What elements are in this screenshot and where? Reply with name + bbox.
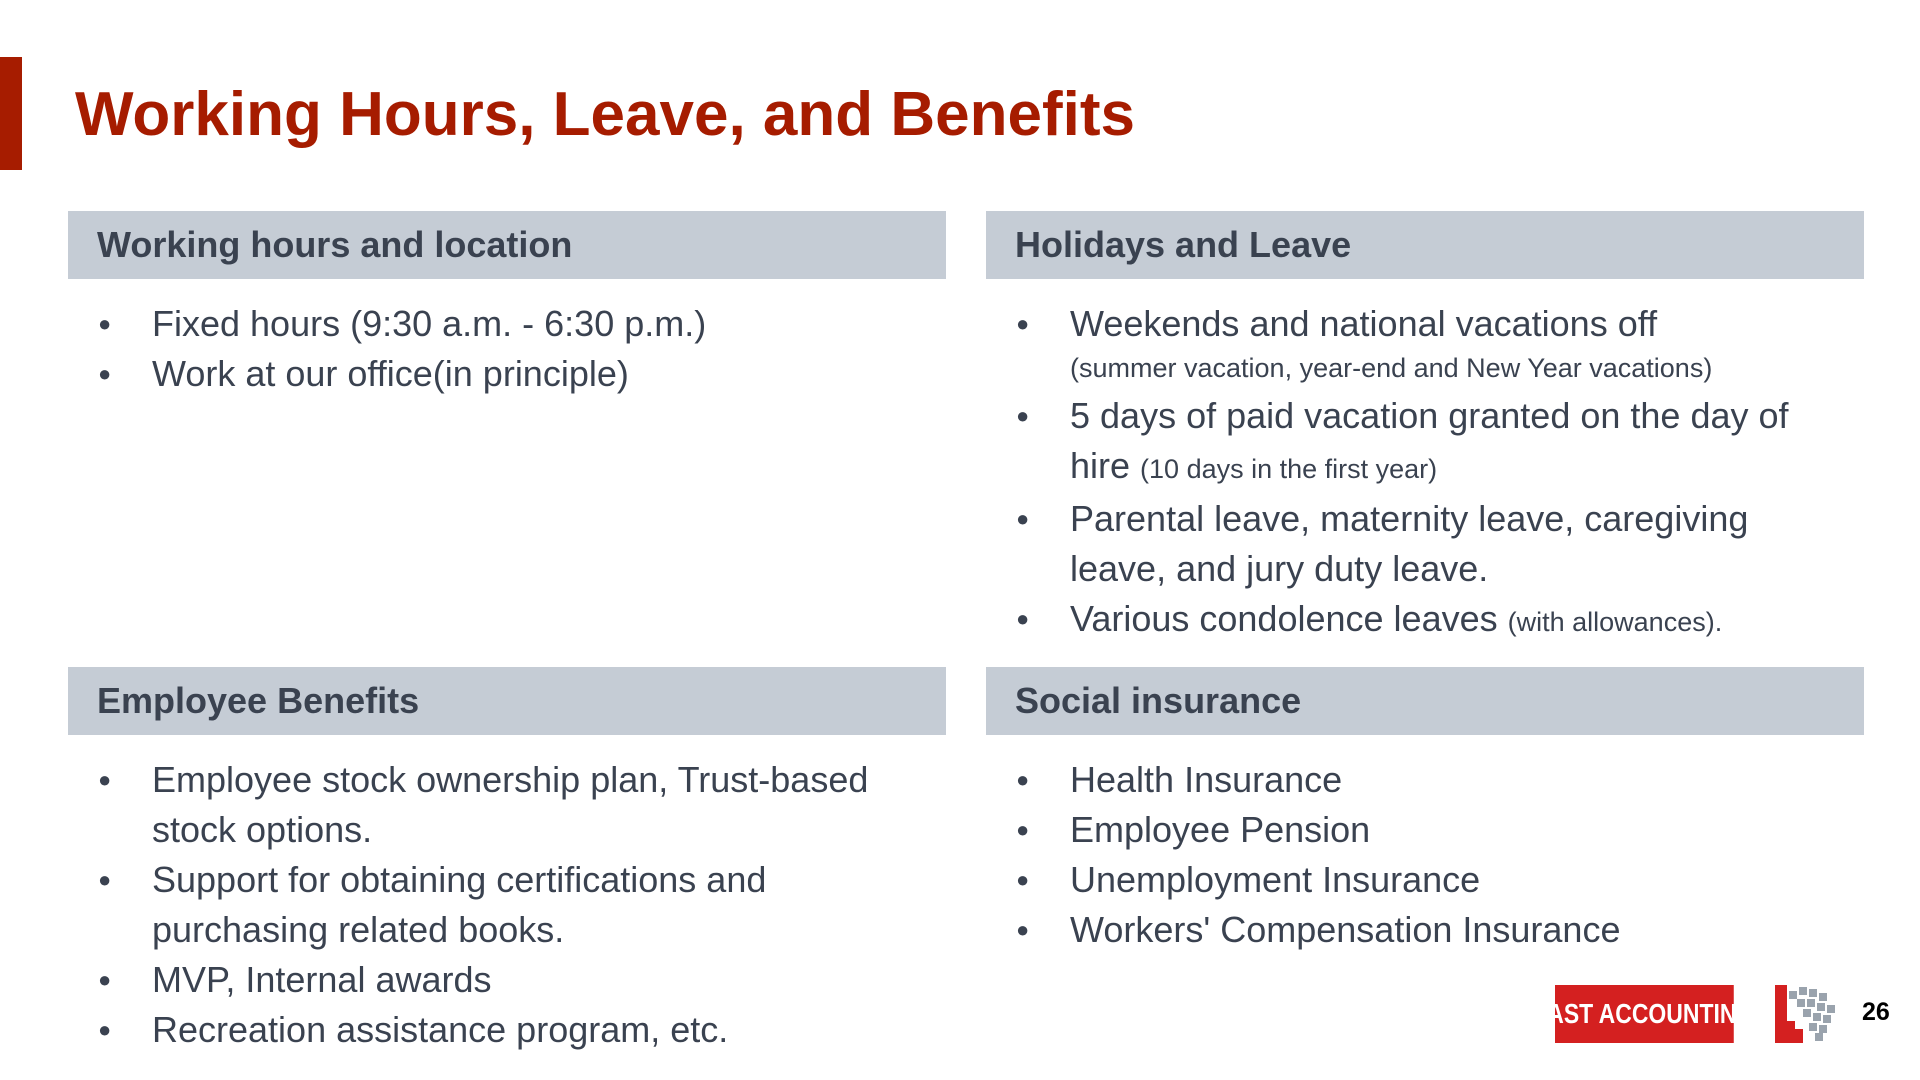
- bullet-item: ● Support for obtaining certifications and purchasing related books.: [68, 855, 946, 955]
- bullet-item: [986, 494, 1864, 594]
- bullet-list: [986, 299, 1864, 647]
- bullet-text: Parental leave, maternity leave, caregiving leave, and jury duty leave.: [1070, 498, 1749, 589]
- section-working-hours: [68, 211, 946, 399]
- bullet-text: Weekends and national vacations off: [1070, 303, 1658, 344]
- section-header: Working hours and location: [68, 211, 946, 279]
- bullet-list: [68, 299, 946, 399]
- bullet-item: ● Employee Pension: [986, 805, 1864, 855]
- section-holidays-leave: [986, 211, 1864, 647]
- section-header: Holidays and Leave: [986, 211, 1864, 279]
- section-social-insurance: [986, 667, 1864, 955]
- bullet-item: ● Employee stock ownership plan, Trust-based stock options.: [68, 755, 946, 855]
- bullet-item: ● MVP, Internal awards: [68, 955, 946, 1005]
- bullet-list: [68, 755, 946, 1055]
- company-logo: [1534, 985, 1840, 1043]
- bullet-item: [986, 594, 1864, 647]
- bullet-item: [986, 391, 1864, 494]
- bullet-item: ● Fixed hours (9:30 a.m. - 6:30 p.m.): [68, 299, 946, 349]
- bullet-item: [986, 299, 1864, 387]
- page-number: 26: [1862, 998, 1890, 1026]
- bullet-text: 5 days of paid vacation granted on the day of hire: [1070, 395, 1789, 486]
- bullet-item: ● Health Insurance: [986, 755, 1864, 805]
- title-accent-bar: [0, 57, 22, 170]
- logo-wordmark: FAST ACCOUNTING: [1555, 985, 1734, 1043]
- section-header: Social insurance: [986, 667, 1864, 735]
- section-header: Employee Benefits: [68, 667, 946, 735]
- bullet-item: ● Recreation assistance program, etc.: [68, 1005, 946, 1055]
- bullet-note: (10 days in the first year): [1140, 454, 1438, 484]
- section-employee-benefits: [68, 667, 946, 1055]
- bullet-item: ● Work at our office(in principle): [68, 349, 946, 399]
- bullet-note: (with allowances).: [1507, 607, 1723, 637]
- bullet-item: ● Unemployment Insurance: [986, 855, 1864, 905]
- bullet-list: [986, 755, 1864, 955]
- pixel-cloud-icon: [1775, 985, 1839, 1043]
- slide-title: Working Hours, Leave, and Benefits: [75, 80, 1135, 149]
- bullet-item: ● Workers' Compensation Insurance: [986, 905, 1864, 955]
- bullet-note: (summer vacation, year-end and New Year vacations): [1070, 353, 1713, 383]
- bullet-text: Various condolence leaves: [1070, 598, 1498, 639]
